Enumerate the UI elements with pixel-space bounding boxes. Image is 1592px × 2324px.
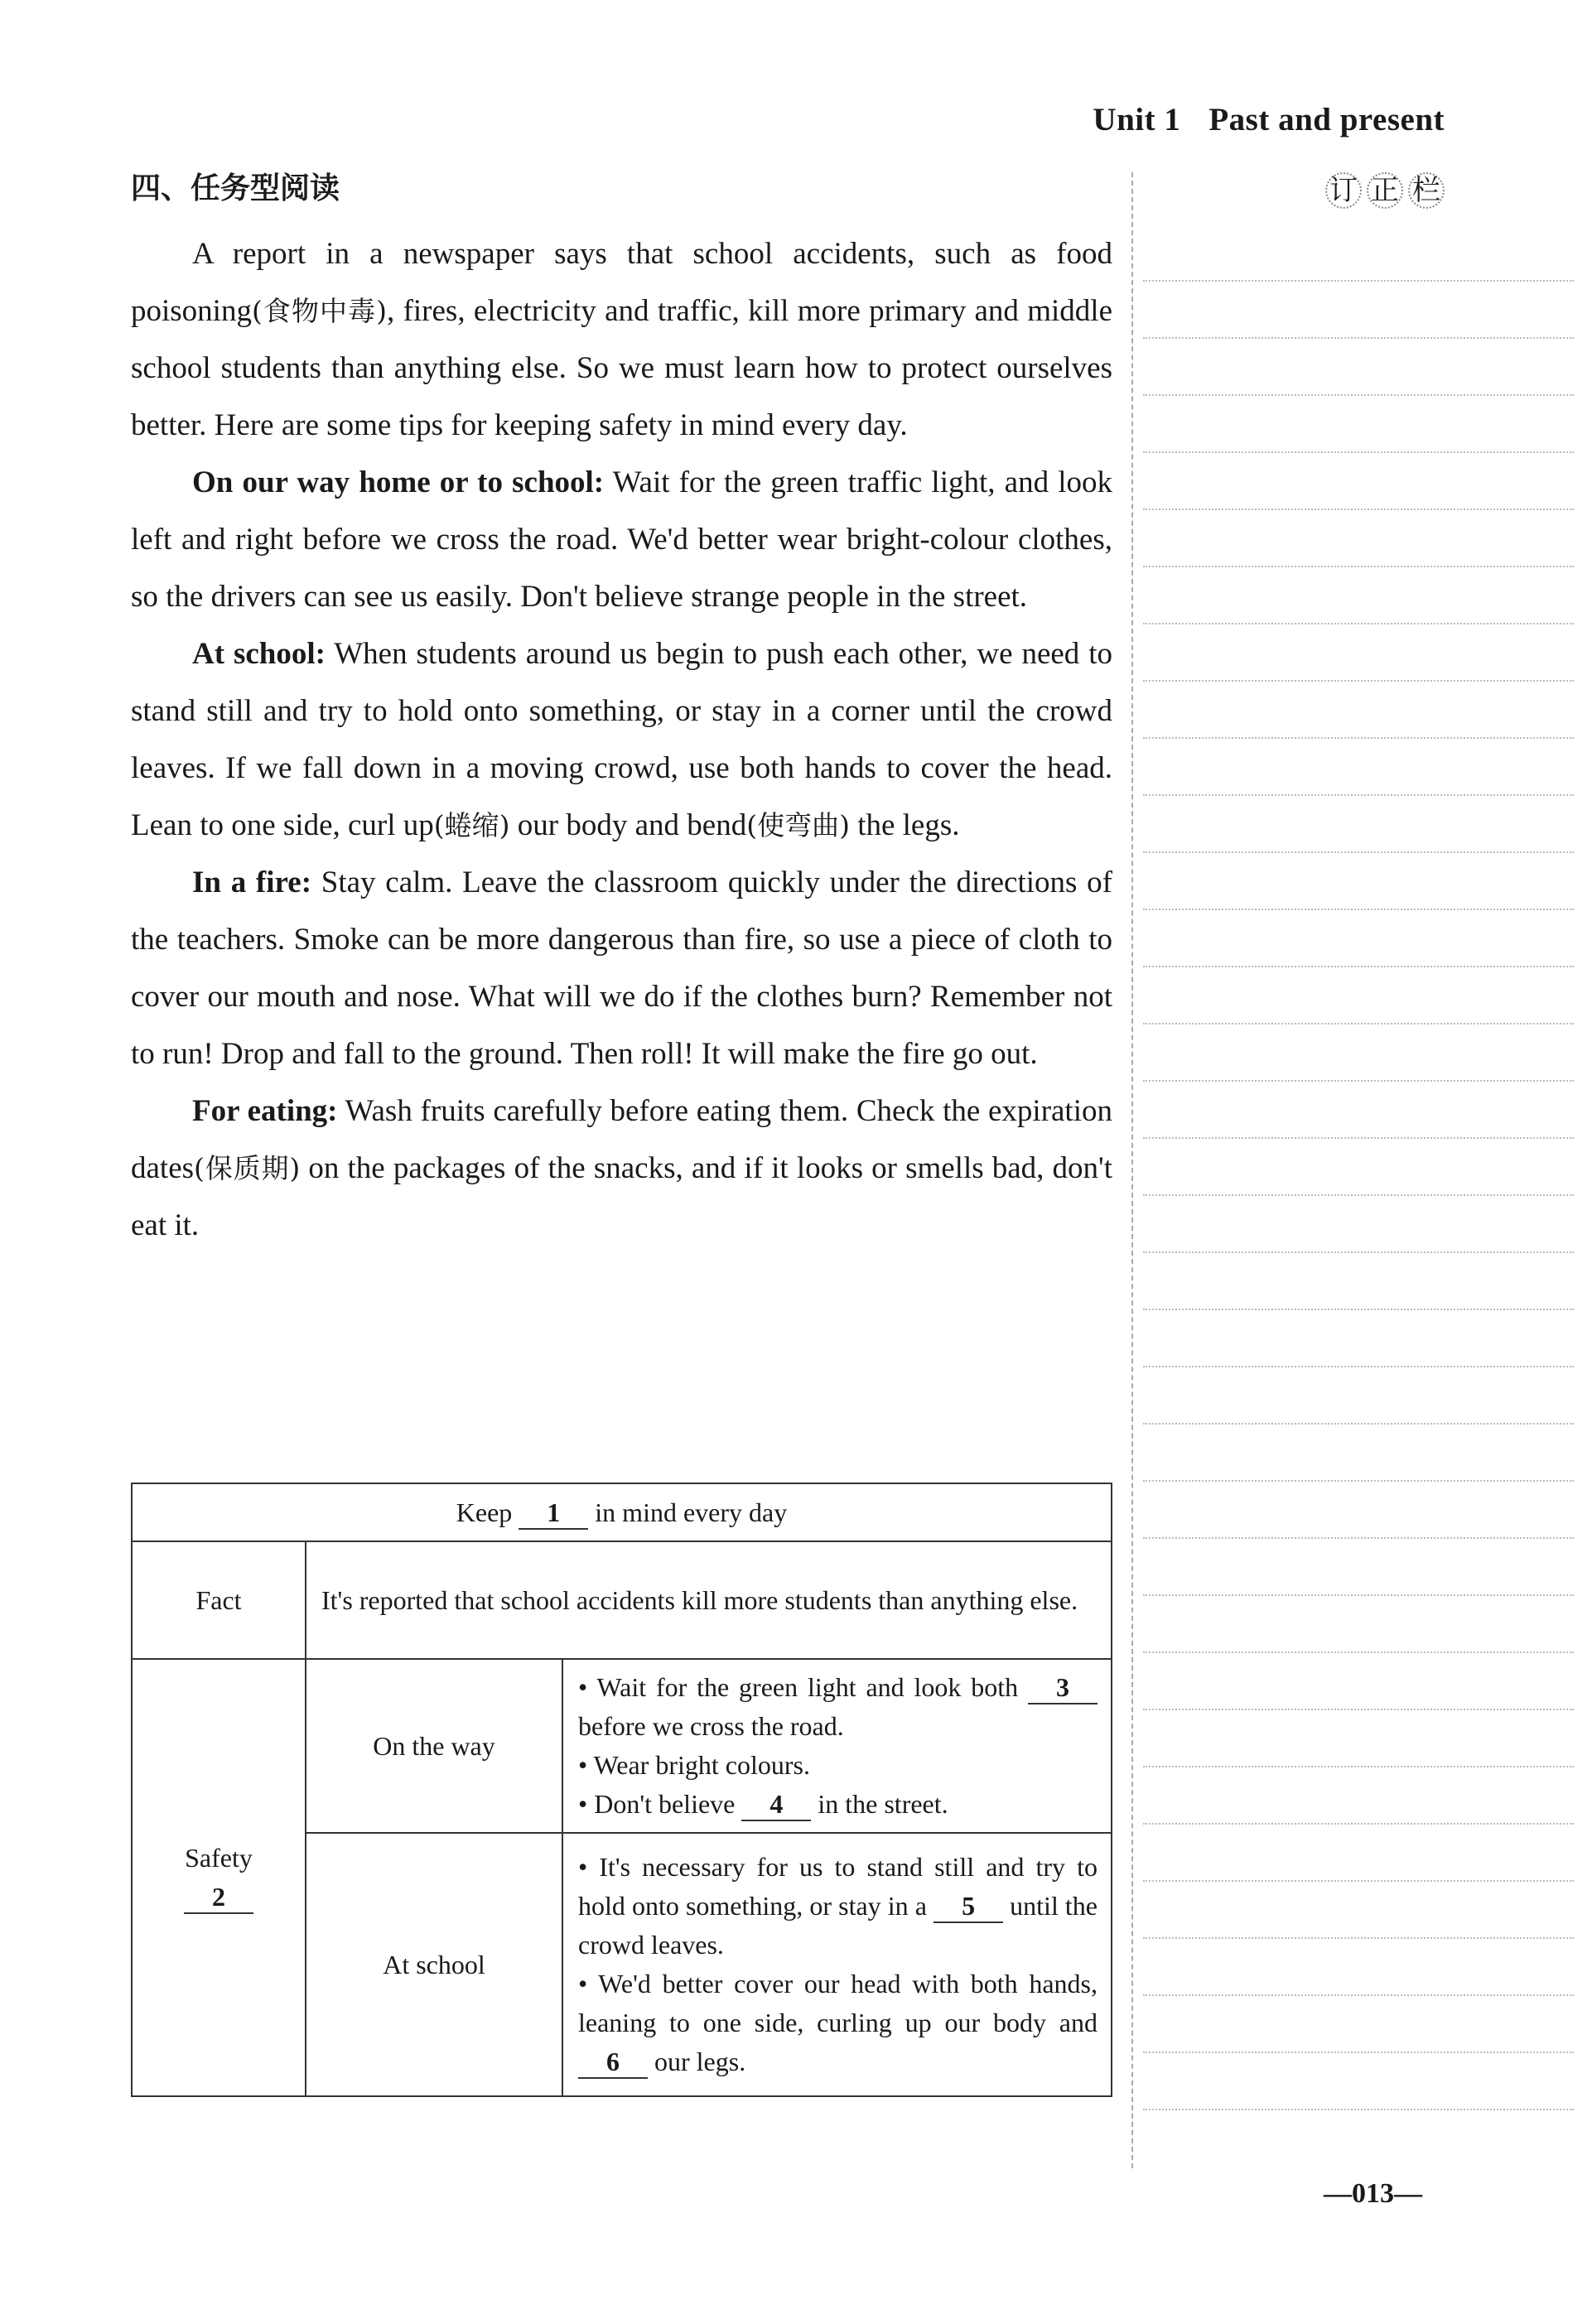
correction-line	[1143, 1537, 1574, 1539]
blank-3[interactable]: 3	[1028, 1671, 1098, 1704]
correction-line	[1143, 394, 1574, 396]
page-number: —013—	[1324, 2178, 1422, 2209]
way-bullet-1	[578, 1668, 1098, 1746]
correction-line	[1143, 1023, 1574, 1025]
fire-text: Stay calm. Leave the classroom quickly under the directions of the teachers. Smoke can be more dangerous than fire, so use a piece of cloth to cover our mouth and nose. What will we do if the clothes burn? Remember not to run! Drop and fall to the ground. Then roll! It will make the fire go out.	[131, 865, 1112, 1071]
school-bullet-2	[578, 1965, 1098, 2081]
school-bullet-2-after: our legs.	[654, 2047, 746, 2076]
correction-line	[1143, 2109, 1574, 2110]
school-gloss-2: (使弯曲)	[746, 809, 850, 841]
correction-line	[1143, 966, 1574, 967]
correction-line	[1143, 909, 1574, 910]
correction-line	[1143, 337, 1574, 339]
correction-line	[1143, 1194, 1574, 1196]
fact-text: It's reported that school accidents kill more students than anything else.	[306, 1541, 1112, 1659]
blank-2[interactable]: 2	[184, 1881, 253, 1914]
margin-char-2: 正	[1367, 172, 1403, 209]
way-bullet-3-after: in the street.	[818, 1789, 948, 1819]
way-bullet-1-text: • Wait for the green light and look both	[578, 1672, 1019, 1702]
unit-label: Unit 1	[1093, 102, 1181, 137]
eating-text-2: on the packages of the snacks, and if it looks or smells bad, don't eat it.	[131, 1151, 1112, 1242]
unit-title: Past and present	[1208, 102, 1445, 137]
correction-line	[1143, 1137, 1574, 1139]
way-lead: On our way home or to school:	[192, 465, 605, 499]
correction-line	[1143, 623, 1574, 624]
school-bullet-1-after: until the crowd leaves.	[578, 1891, 1098, 1960]
intro-text-2: , fires, electricity and traffic, kill more primary and middle school students than anything else. So we must learn how to protect ourselves better. Here are some tips for keeping safety in mind every day.	[131, 294, 1112, 442]
correction-line	[1143, 1880, 1574, 1882]
way-text: Wait for the green traffic light, and look left and right before we cross the road. We'd better wear bright-colour clothes, so the drivers can see us easily. Don't believe strange people in the street.	[131, 465, 1112, 614]
correction-line	[1143, 1080, 1574, 1082]
correction-line	[1143, 1251, 1574, 1253]
table-title	[132, 1483, 1112, 1541]
table-title-before: Keep	[456, 1497, 513, 1527]
intro-paragraph	[131, 225, 1112, 454]
correction-line	[1143, 1480, 1574, 1482]
at-school-label: At school	[306, 1833, 562, 2096]
correction-line	[1143, 1823, 1574, 1825]
blank-1[interactable]: 1	[519, 1497, 588, 1530]
correction-line	[1143, 1423, 1574, 1425]
correction-line	[1143, 737, 1574, 739]
correction-line	[1143, 851, 1574, 853]
way-bullet-1-after: before we cross the road.	[578, 1711, 844, 1741]
school-bullet-1	[578, 1848, 1098, 1965]
blank-5[interactable]: 5	[933, 1890, 1003, 1923]
school-bullet-1-text: • It's necessary for us to stand still and try to hold onto something, or stay in a	[578, 1852, 1098, 1921]
correction-line	[1143, 1766, 1574, 1767]
correction-line	[1143, 680, 1574, 682]
at-school-content	[562, 1833, 1112, 2096]
correction-column-divider	[1131, 172, 1135, 2168]
school-bullet-2-text: • We'd better cover our head with both hands, leaning to one side, curling up our body and	[578, 1969, 1098, 2037]
margin-char-1: 订	[1325, 172, 1362, 209]
safety-label-cell	[132, 1659, 306, 2096]
school-paragraph	[131, 625, 1112, 854]
correction-column-heading	[1325, 172, 1445, 209]
way-paragraph	[131, 454, 1112, 625]
correction-line	[1143, 280, 1574, 282]
intro-gloss: (食物中毒)	[251, 295, 388, 327]
intro-text-1: A report in a newspaper says that school accidents, such as food poisoning	[131, 237, 1112, 328]
correction-line	[1143, 2052, 1574, 2053]
fire-paragraph	[131, 854, 1112, 1082]
correction-line	[1143, 566, 1574, 567]
table-title-after: in mind every day	[595, 1497, 788, 1527]
correction-line	[1143, 1937, 1574, 1939]
table-row	[132, 1659, 1112, 1833]
eating-lead: For eating:	[192, 1094, 338, 1128]
correction-line	[1143, 451, 1574, 453]
eating-paragraph	[131, 1082, 1112, 1254]
school-text-2: our body and bend	[509, 808, 747, 842]
safety-label: Safety	[185, 1843, 253, 1873]
way-bullet-2: • Wear bright colours.	[578, 1750, 810, 1780]
correction-line	[1143, 1709, 1574, 1710]
school-gloss-1: (蜷缩)	[433, 809, 510, 841]
eating-text-1: Wash fruits carefully before eating them. Check the expiration dates	[131, 1094, 1112, 1185]
correction-line	[1143, 1309, 1574, 1310]
fire-lead: In a fire:	[192, 865, 312, 899]
way-bullet-3-text: • Don't believe	[578, 1789, 736, 1819]
correction-line	[1143, 1366, 1574, 1367]
way-bullet-3	[578, 1785, 1098, 1824]
school-text-3: the legs.	[849, 808, 960, 842]
margin-char-3: 栏	[1408, 172, 1445, 209]
fact-label: Fact	[132, 1541, 306, 1659]
on-the-way-content	[562, 1659, 1112, 1833]
correction-line	[1143, 1594, 1574, 1596]
table-row	[132, 1483, 1112, 1541]
correction-line	[1143, 1994, 1574, 1996]
correction-line	[1143, 794, 1574, 796]
section-title: 四、任务型阅读	[131, 171, 340, 205]
table-row	[132, 1541, 1112, 1659]
correction-line	[1143, 1651, 1574, 1653]
school-lead: At school:	[192, 637, 326, 671]
correction-line	[1143, 509, 1574, 510]
unit-header	[1093, 101, 1445, 138]
school-text-1: When students around us begin to push each other, we need to stand still and try to hold onto something, or stay in a corner until the crowd leaves. If we fall down in a moving crowd, use both hands to cover the head. Lean to one side, curl up	[131, 637, 1112, 842]
blank-4[interactable]: 4	[741, 1788, 811, 1821]
task-table	[131, 1483, 1112, 2097]
on-the-way-label: On the way	[306, 1659, 562, 1833]
reading-section	[131, 166, 1112, 1254]
eating-gloss: (保质期)	[194, 1152, 301, 1184]
blank-6[interactable]: 6	[578, 2046, 648, 2079]
